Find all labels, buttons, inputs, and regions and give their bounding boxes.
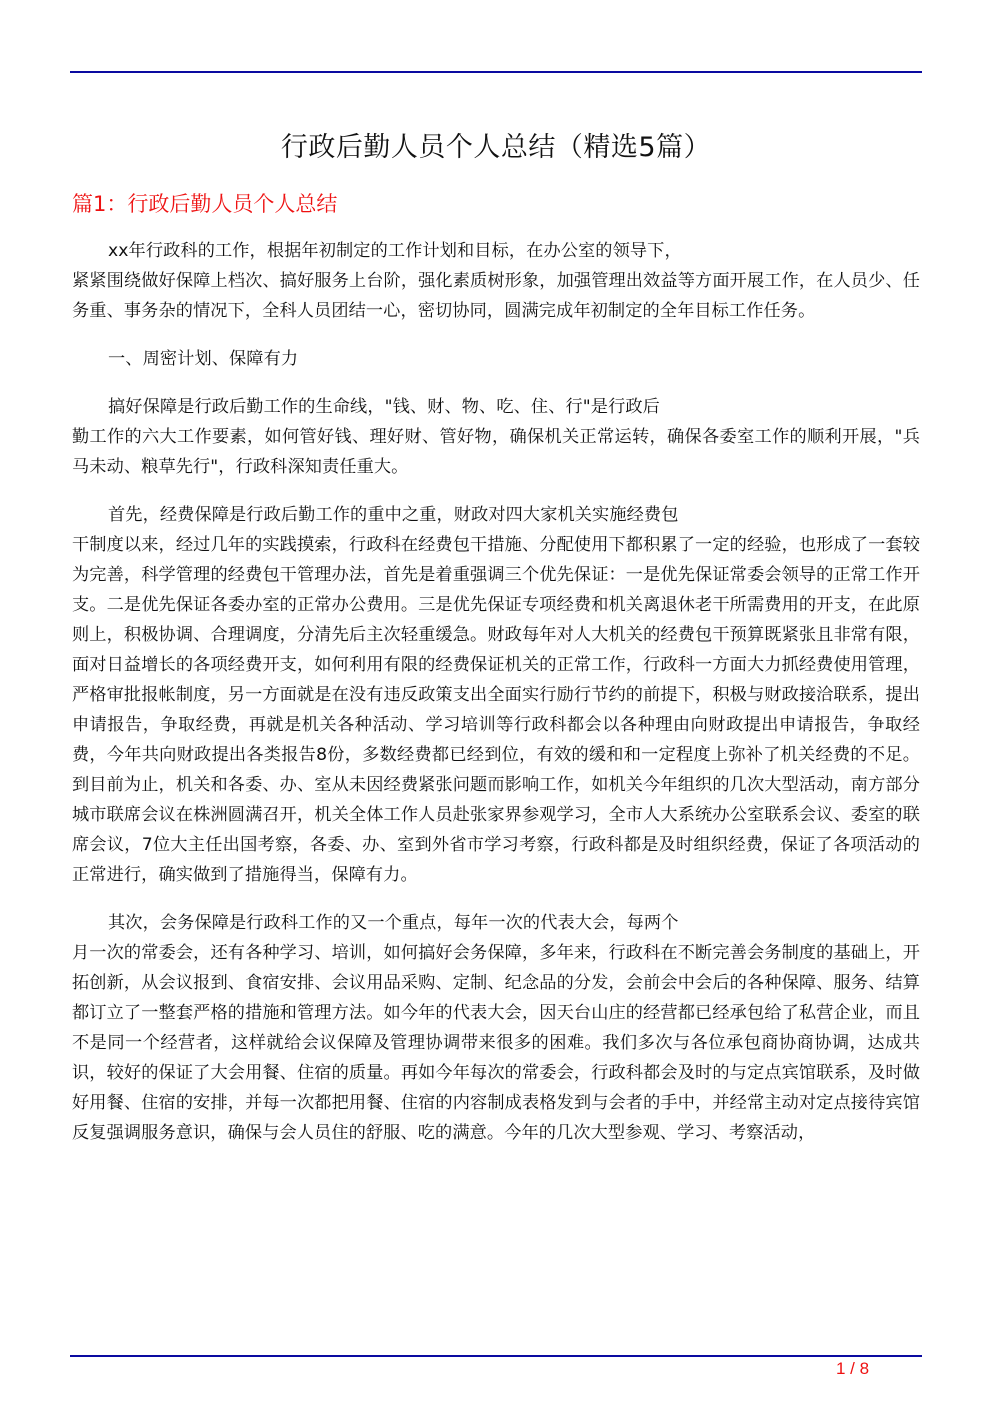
paragraph-meetings xyxy=(72,908,920,1148)
subsection-heading-text: 一、周密计划、保障有力 xyxy=(108,349,299,369)
document-body xyxy=(72,236,920,1166)
document-title: 行政后勤人员个人总结（精选5篇） xyxy=(280,132,712,163)
footer-rule xyxy=(70,1355,922,1357)
paragraph-intro xyxy=(72,236,920,326)
page-number: 1 / 8 xyxy=(836,1359,870,1378)
paragraph-first-line: 搞好保障是行政后勤工作的生命线，"钱、财、物、吃、住、行"是行政后 xyxy=(108,397,660,417)
paragraph-first-line: 首先，经费保障是行政后勤工作的重中之重，财政对四大家机关实施经费包 xyxy=(108,505,679,525)
header-rule xyxy=(70,71,922,73)
paragraph-text: 紧紧围绕做好保障上档次、搞好服务上台阶，强化素质树形象，加强管理出效益等方面开展工作，在人员少、任务重、事务杂的情况下，全科人员团结一心，密切协同，圆满完成年初制定的全年目标工作任务。 xyxy=(72,271,920,321)
paragraph-first-line: xx年行政科的工作，根据年初制定的工作计划和目标，在办公室的领导下， xyxy=(108,241,682,261)
subsection-heading xyxy=(72,344,920,374)
paragraph-text: 干制度以来，经过几年的实践摸索，行政科在经费包干措施、分配使用下都积累了一定的经验，也形成了一套较为完善，科学管理的经费包干管理办法，首先是着重强调三个优先保证：一是优先保证常委会领导的正常工作开支。二是优先保证各委办室的正常办公费用。三是优先保证专项经费和机关离退休老干所需费用的开支，在此原则上，积极协调、合理调度，分清先后主次轻重缓急。财政每年对人大机关的经费包干预算既紧张且非常有限，面对日益增长的各项经费开支，如何利用有限的经费保证机关的正常工作，行政科一方面大力抓经费使用管理，严格审批报帐制度，另一方面就是在没有违反政策支出全面实行励行节约的前提下，积极与财政接洽联系，提出申请报告，争取经费，再就是机关各种活动、学习培训等行政科都会以各种理由向财政提出申请报告，争取经费，今年共向财政提出各类报告8份，多数经费都已经到位，有效的缓和和一定程度上弥补了机关经费的不足。到目前为止，机关和各委、办、室从未因经费紧张问题而影响工作，如机关今年组织的几次大型活动，南方部分城市联席会议在株洲圆满召开，机关全体工作人员赴张家界参观学习，全市人大系统办公室联系会议、委室的联席会议，7位大主任出国考察，各委、办、室到外省市学习考察，行政科都是及时组织经费，保证了各项活动的正常进行，确实做到了措施得当，保障有力。 xyxy=(72,535,920,885)
paragraph-first-line: 其次，会务保障是行政科工作的又一个重点，每年一次的代表大会，每两个 xyxy=(108,913,679,933)
paragraph-funding xyxy=(72,500,920,890)
paragraph-text: 勤工作的六大工作要素，如何管好钱、理好财、管好物，确保机关正常运转，确保各委室工作的顺利开展，"兵马未动、粮草先行"，行政科深知责任重大。 xyxy=(72,427,920,477)
paragraph-logistics xyxy=(72,392,920,482)
section-heading: 篇1：行政后勤人员个人总结 xyxy=(72,192,338,216)
paragraph-text: 月一次的常委会，还有各种学习、培训，如何搞好会务保障，多年来，行政科在不断完善会务制度的基础上，开拓创新，从会议报到、食宿安排、会议用品采购、定制、纪念品的分发，会前会中会后的各种保障、服务、结算都订立了一整套严格的措施和管理方法。如今年的代表大会，因天台山庄的经营都已经承包给了私营企业，而且不是同一个经营者，这样就给会议保障及管理协调带来很多的困难。我们多次与各位承包商协商协调，达成共识，较好的保证了大会用餐、住宿的质量。再如今年每次的常委会，行政科都会及时的与定点宾馆联系，及时做好用餐、住宿的安排，并每一次都把用餐、住宿的内容制成表格发到与会者的手中，并经常主动对定点接待宾馆反复强调服务意识，确保与会人员住的舒服、吃的满意。今年的几次大型参观、学习、考察活动， xyxy=(72,943,920,1143)
